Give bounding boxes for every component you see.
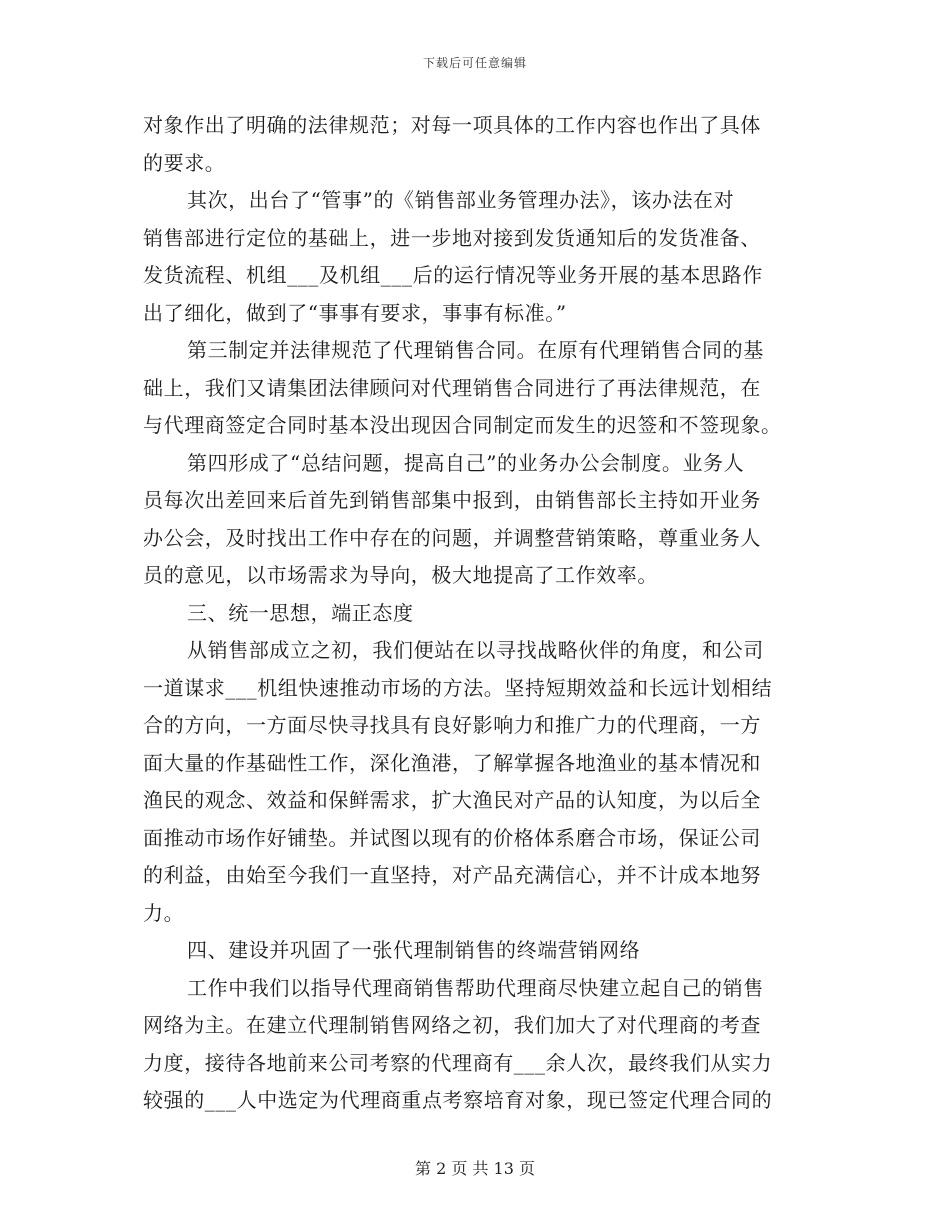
section-heading: 四、建设并巩固了一张代理制销售的终端营销网络 — [187, 938, 641, 962]
text-line: 的要求。 — [143, 150, 226, 175]
text-line: 第三制定并法律规范了代理销售合同。在原有代理销售合同的基 — [187, 338, 764, 362]
text-line: 合的方向，一方面尽快寻找具有良好影响力和推广力的代理商，一方 — [143, 713, 761, 737]
text-line: 一道谋求___机组快速推动市场的方法。坚持短期效益和长远计划相结 — [143, 675, 773, 700]
text-line: 从销售部成立之初，我们便站在以寻找战略伙伴的角度，和公司 — [187, 638, 764, 662]
text-line: 面大量的作基础性工作，深化渔港，了解掌握各地渔业的基本情况和 — [143, 750, 761, 775]
text-line: 员的意见，以市场需求为导向，极大地提高了工作效率。 — [143, 563, 658, 587]
text-line: 较强的___人中选定为代理商重点考察培育对象，现已签定代理合同的 — [143, 1088, 773, 1112]
text-line: 工作中我们以指导代理商销售帮助代理商尽快建立起自己的销售 — [187, 975, 764, 1000]
text-line: 的利益，由始至今我们一直坚持，对产品充满信心，并不计成本地努 — [143, 863, 761, 887]
text-line: 出了细化，做到了“事事有要求，事事有标准。” — [143, 300, 567, 325]
text-line: 第四形成了“总结问题，提高自己”的业务办公会制度。业务人 — [187, 450, 745, 475]
text-line: 渔民的观念、效益和保鲜需求，扩大渔民对产品的认知度，为以后全 — [143, 788, 761, 812]
text-line: 其次，出台了“管事”的《销售部业务管理办法》，该办法在对 — [187, 188, 735, 212]
page-header-note: 下载后可任意编辑 — [422, 56, 527, 70]
page-number: 第 2 页 共 13 页 — [415, 1159, 535, 1178]
text-line: 销售部进行定位的基础上，进一步地对接到发货通知后的发货准备、 — [143, 225, 761, 250]
text-line: 面推动市场作好铺垫。并试图以现有的价格体系磨合市场，保证公司 — [143, 825, 761, 850]
text-line: 发货流程、机组___及机组___后的运行情况等业务开展的基本思路作 — [143, 263, 763, 287]
text-line: 力。 — [143, 900, 185, 925]
text-line: 网络为主。在建立代理制销售网络之初，我们加大了对代理商的考查 — [143, 1013, 761, 1037]
document-body — [143, 107, 813, 1120]
text-line: 础上，我们又请集团法律顾问对代理销售合同进行了再法律规范，在 — [143, 375, 761, 400]
text-line: 力度，接待各地前来公司考察的代理商有___余人次，最终我们从实力 — [143, 1050, 773, 1075]
text-line: 办公会，及时找出工作中存在的问题，并调整营销策略，尊重业务人 — [143, 525, 761, 550]
text-line: 员每次出差回来后首先到销售部集中报到，由销售部长主持如开业务 — [143, 488, 761, 512]
section-heading: 三、统一思想，端正态度 — [187, 600, 414, 625]
text-line: 与代理商签定合同时基本没出现因合同制定而发生的迟签和不签现象。 — [143, 413, 782, 437]
text-line: 对象作出了明确的法律规范；对每一项具体的工作内容也作出了具体 — [143, 113, 761, 137]
